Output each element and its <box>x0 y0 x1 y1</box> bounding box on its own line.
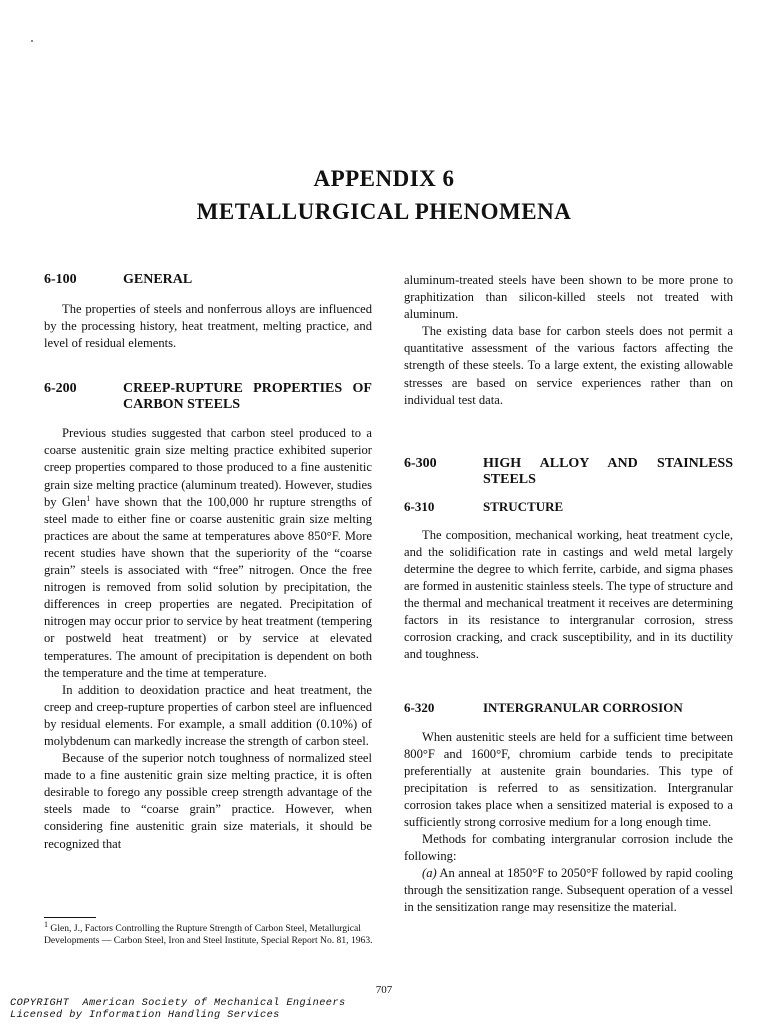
paragraph <box>44 425 372 681</box>
section-number: 6-320 <box>404 699 435 715</box>
copyright-notice <box>10 997 346 1022</box>
paragraph: Because of the superior notch toughness of normalized steel made to a fine austenitic grain size melting practice, it is often desirable to forego any possible creep strength advantage of the steels made to “coarse grain” practice. However, when considering fine austenitic grain size materials, it should be recognized that <box>44 751 372 851</box>
section-number: 6-200 <box>44 381 77 397</box>
scan-speck <box>31 40 33 42</box>
list-label: (a) <box>422 866 437 881</box>
footnote-ref: 1 <box>86 493 91 503</box>
section-6-100-heading <box>44 272 372 288</box>
footnote-rule <box>44 917 96 918</box>
paragraph-text: An anneal at 1850°F to 2050°F followed by rapid cooling through the sensitization range. Subsequent operation of a vessel in the sensitization range may resensitize the material. <box>404 866 733 915</box>
paragraph-text: Previous studies suggested that carbon steel produced to a coarse austenitic grain size melting practice exhibited superior creep properties compared to those produced to a fine austenitic grain size melting practice (aluminum treated). However, studies by Glen <box>44 426 372 509</box>
appendix-title: APPENDIX 6 <box>313 166 455 191</box>
paragraph <box>404 865 733 916</box>
section-title: INTERGRANULAR CORROSION <box>483 699 683 715</box>
section-number: 6-310 <box>404 498 435 514</box>
paragraph: The composition, mechanical working, heat treatment cycle, and the solidification rate in castings and weld metal largely determine the degree to which ferrite, carbide, and sigma phases are formed in austenitic stainless steels. The type of structure and the thermal and mechanical treatment it receives are determining factors in its resistance to intergranular corrosion, stress corrosion cracking, and crack susceptibility, and in its ductility and toughness. <box>404 527 733 662</box>
section-number: 6-300 <box>404 455 437 471</box>
footnote <box>44 919 374 948</box>
paragraph: The properties of steels and nonferrous alloys are influenced by the processing history, heat treatment, melting practice, and level of residual elements. <box>44 302 372 351</box>
footnote-mark: 1 <box>44 919 48 929</box>
section-6-200-heading <box>44 381 372 413</box>
section-title: GENERAL <box>123 272 193 287</box>
license-line: Licensed by Information Handling Services <box>10 1009 280 1022</box>
paragraph: In addition to deoxidation practice and heat treatment, the creep and creep-rupture properties of carbon steel are influenced by residual elements. For example, a small addition (0.10%) of molybdenum can markedly increase the strength of carbon steel. <box>44 682 372 748</box>
paragraph: When austenitic steels are held for a sufficient time between 800°F and 1600°F, chromium carbide tends to precipitate preferentially at austenite grain boundaries. This type of precipitation is referred to as sensitization. Intergranular corrosion takes place when a sensitized material is exposed to a sufficiently strong corrosive medium for a long enough time. <box>404 729 733 829</box>
section-6-320-heading <box>404 700 733 716</box>
right-column <box>404 272 733 917</box>
section-6-300-heading <box>404 456 733 488</box>
section-title: STRUCTURE <box>483 498 564 514</box>
copyright-line: COPYRIGHT American Society of Mechanical Engineers <box>10 997 346 1009</box>
paragraph: Methods for combating intergranular corrosion include the following: <box>404 832 733 864</box>
left-column <box>44 272 372 853</box>
footnote-text: Glen, J., Factors Controlling the Rupture Strength of Carbon Steel, Metallurgical Developments — Carbon Steel, Iron and Steel Institute, Special Report No. 81, 1963. <box>44 923 373 947</box>
section-title: HIGH ALLOY AND STAINLESS STEELS <box>483 455 733 487</box>
paragraph-text: have shown that the 100,000 hr rupture strengths of steel made to either fine or coarse austenitic grain size melting practices are about the same at temperatures above 850°F. More recent studies have shown that the superiority of the “coarse grain” steels is associated with “free” nitrogen. Once the free nitrogen is removed from solid solution by precipitation, the differences in creep properties are negated. Precipitation of nitrogen may occur prior to service by heat treatment (tempering or postweld heat treatment) or by service at elevated temperatures. The amount of precipitation is dependent on both the temperature and the time at temperature. <box>44 494 372 680</box>
appendix-subtitle: METALLURGICAL PHENOMENA <box>196 199 572 224</box>
section-title: CREEP-RUPTURE PROPERTIES OF CARBON STEELS <box>123 381 372 413</box>
page-number: 707 <box>375 984 393 996</box>
section-6-310-heading <box>404 499 733 515</box>
paragraph: The existing data base for carbon steels does not permit a quantitative assessment of the various factors affecting the strength of these steels. To a large extent, the existing allowable stresses are based on service experiences rather than on individual test data. <box>404 324 733 407</box>
section-number: 6-100 <box>44 272 77 287</box>
paragraph: aluminum-treated steels have been shown to be more prone to graphitization than silicon-killed steels not treated with aluminum. <box>404 273 733 322</box>
